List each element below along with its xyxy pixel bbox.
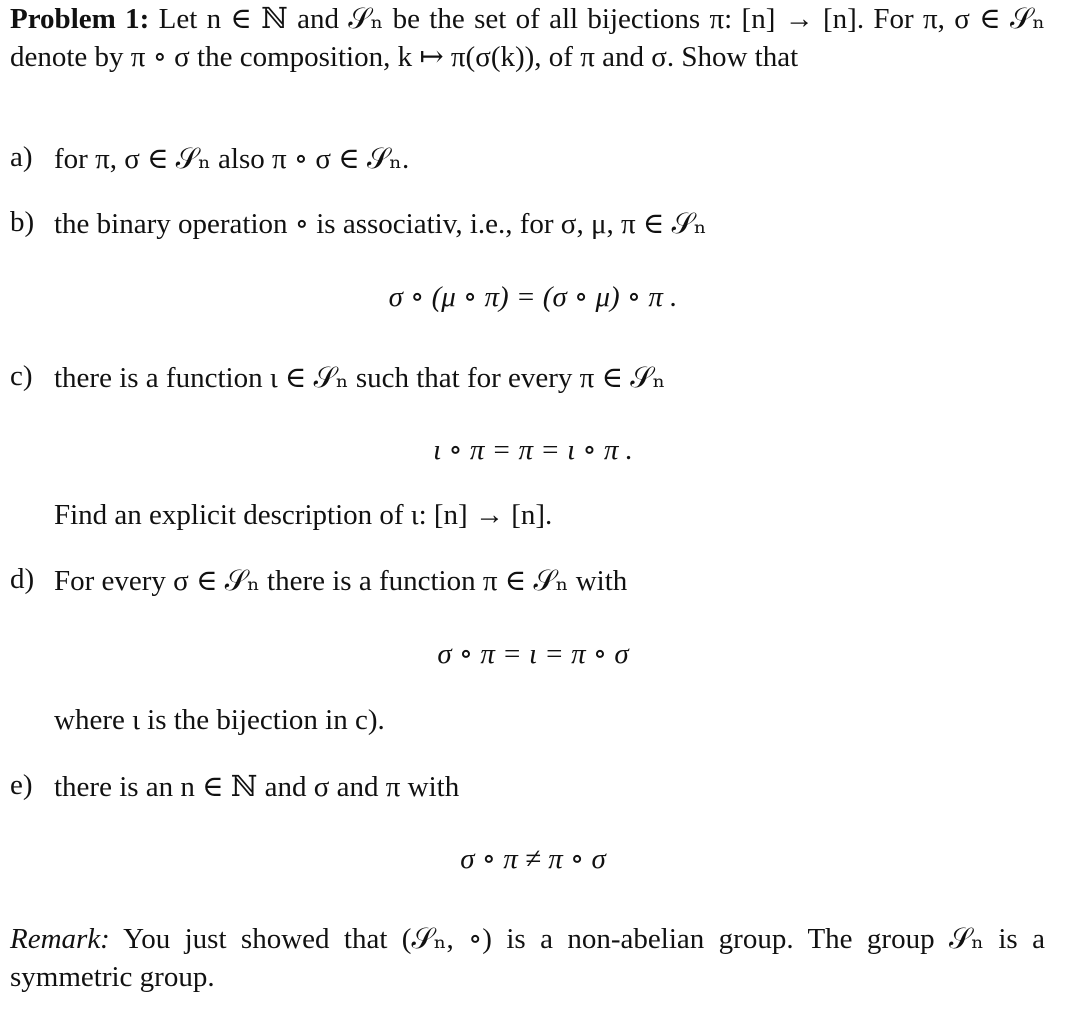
part-e-label: e)	[10, 769, 33, 801]
part-d-label: d)	[10, 563, 35, 595]
part-c-followup: Find an explicit description of ι: [n] → [n].	[54, 499, 553, 531]
problem-heading: Problem 1:	[10, 3, 150, 35]
part-c-equation: ι ∘ π = π = ι ∘ π .	[433, 434, 633, 466]
part-d-equation: σ ∘ π = ι = π ∘ σ	[437, 638, 629, 670]
part-d-text: For every σ ∈ 𝒮ₙ there is a function π ∈ 𝒮ₙ with	[54, 565, 628, 597]
part-b-label: b)	[10, 206, 35, 238]
part-b-text: the binary operation ∘ is associativ, i.e., for σ, μ, π ∈ 𝒮ₙ	[54, 208, 707, 240]
problem-intro	[10, 0, 1045, 76]
remark	[10, 920, 1045, 996]
part-a-text: for π, σ ∈ 𝒮ₙ also π ∘ σ ∈ 𝒮ₙ.	[54, 143, 410, 175]
part-d-followup: where ι is the bijection in c).	[54, 704, 385, 736]
problem-intro-text: Let n ∈ ℕ and 𝒮ₙ be the set of all bijections π: [n] → [n]. For π, σ ∈ 𝒮ₙ denote by π ∘ σ the composition, k ↦ π(σ(k)), of π and σ. Show that	[10, 3, 1046, 73]
part-b-equation: σ ∘ (μ ∘ π) = (σ ∘ μ) ∘ π .	[388, 281, 678, 313]
part-c-label: c)	[10, 360, 33, 392]
part-c-text: there is a function ι ∈ 𝒮ₙ such that for every π ∈ 𝒮ₙ	[54, 362, 666, 394]
part-e-equation: σ ∘ π ≠ π ∘ σ	[460, 843, 606, 875]
remark-label: Remark:	[10, 923, 110, 955]
part-e-text: there is an n ∈ ℕ and σ and π with	[54, 771, 460, 803]
remark-text: You just showed that (𝒮ₙ, ∘) is a non-abelian group. The group 𝒮ₙ is a symmetric group.	[10, 923, 1045, 993]
part-a-label: a)	[10, 141, 33, 173]
